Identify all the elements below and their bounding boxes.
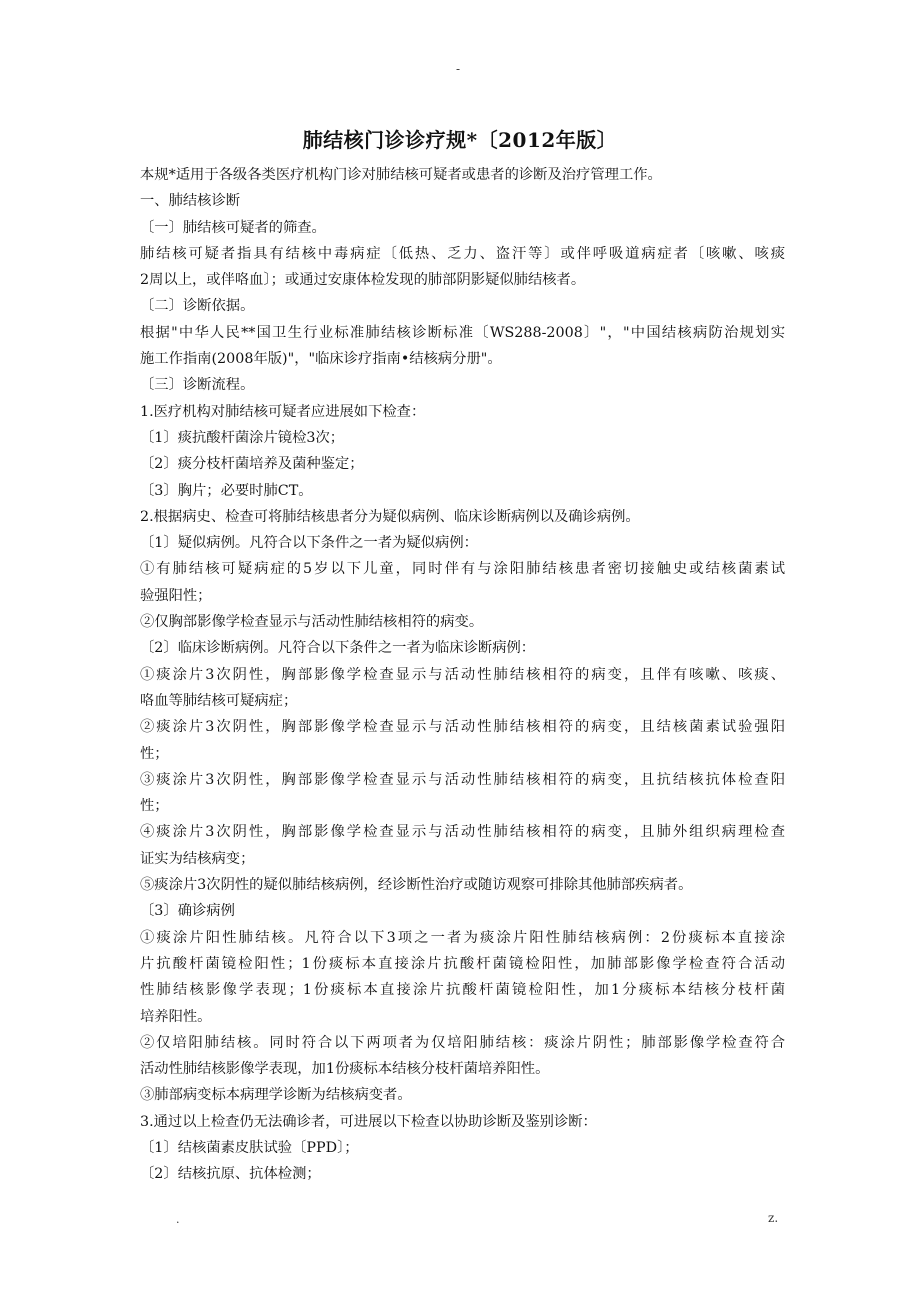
text-line: ③痰涂片3次阴性，胸部影像学检查显示与活动性肺结核相符的病变，且抗结核抗体检查阳 xyxy=(140,771,785,788)
text-line: ③肺部病变标本病理学诊断为结核病变者。 xyxy=(140,1087,412,1104)
text-line: 活动性肺结核影像学表现，加1份痰标本结核分枝杆菌培养阳性。 xyxy=(140,1061,550,1078)
document-body xyxy=(140,162,785,1188)
text-line: 性肺结核影像学表现；1份痰标本直接涂片抗酸杆菌镜检阳性，加1分痰标本结核分枝杆菌 xyxy=(140,982,785,999)
text-line: 1.医疗机构对肺结核可疑者应进展如下检查： xyxy=(140,403,426,420)
text-line: 片抗酸杆菌镜检阳性；1份痰标本直接涂片抗酸杆菌镜检阳性，加肺部影像学检查符合活动 xyxy=(140,955,785,972)
text-line: ①痰涂片3次阴性，胸部影像学检查显示与活动性肺结核相符的病变，且伴有咳嗽、咳痰、 xyxy=(140,666,785,683)
text-line: 〔1〕疑似病例。凡符合以下条件之一者为疑似病例： xyxy=(140,535,478,552)
text-line: 〔1〕结核菌素皮肤试验〔PPD〕； xyxy=(140,1139,359,1156)
text-line: 〔2〕临床诊断病例。凡符合以下条件之一者为临床诊断病例： xyxy=(140,640,536,657)
text-line: ②仅胸部影像学检查显示与活动性肺结核相符的病变。 xyxy=(140,614,484,631)
text-line: ②仅培阳肺结核。同时符合以下两项者为仅培阳肺结核：痰涂片阴性；肺部影像学检查符合 xyxy=(140,1034,785,1051)
text-line: 根据"中华人民**国卫生行业标准肺结核诊断标准〔WS288-2008〕"，"中国结核病防治规划实 xyxy=(140,324,785,341)
text-line: 验强阳性； xyxy=(140,587,212,604)
page-title: 肺结核门诊诊疗规*〔2012年版〕 xyxy=(302,128,618,152)
footer-right-mark: z. xyxy=(768,1211,779,1225)
text-line: 2周以上，或伴咯血〕；或通过安康体检发现的肺部阴影疑似肺结核者。 xyxy=(140,272,586,289)
text-line: 施工作指南(2008年版)"，"临床诊疗指南•结核病分册"。 xyxy=(140,351,502,368)
text-line: 〔二〕诊断依据。 xyxy=(140,298,255,315)
text-line: 性； xyxy=(140,798,169,815)
text-line: 本规*适用于各级各类医疗机构门诊对肺结核可疑者或患者的诊断及治疗管理工作。 xyxy=(140,167,662,183)
text-line: 〔2〕结核抗原、抗体检测； xyxy=(140,1166,321,1183)
text-line: ①痰涂片阳性肺结核。凡符合以下3项之一者为痰涂片阳性肺结核病例：2份痰标本直接涂 xyxy=(140,929,785,946)
text-line: 〔3〕确诊病例 xyxy=(140,903,235,920)
header-mark: - xyxy=(456,62,461,76)
text-line: 〔三〕诊断流程。 xyxy=(140,377,255,394)
text-line: 一、肺结核诊断 xyxy=(140,193,241,210)
text-line: ④痰涂片3次阴性，胸部影像学检查显示与活动性肺结核相符的病变，且肺外组织病理检查 xyxy=(140,824,785,841)
text-line: 〔一〕肺结核可疑者的筛查。 xyxy=(140,219,326,236)
text-line: 证实为结核病变； xyxy=(140,850,255,867)
text-line: 〔1〕痰抗酸杆菌涂片镜检3次； xyxy=(140,429,345,446)
text-line: ⑤痰涂片3次阴性的疑似肺结核病例，经诊断性治疗或随访观察可排除其他肺部疾病者。 xyxy=(140,877,693,894)
text-line: ②痰涂片3次阴性，胸部影像学检查显示与活动性肺结核相符的病变，且结核菌素试验强阳 xyxy=(140,719,785,736)
text-line: 咯血等肺结核可疑病症； xyxy=(140,692,298,709)
text-line: ①有肺结核可疑病症的5岁以下儿童，同时伴有与涂阳肺结核患者密切接触史或结核菌素试 xyxy=(140,561,785,578)
text-line: 3.通过以上检查仍无法确诊者，可进展以下检查以协助诊断及鉴别诊断： xyxy=(140,1113,597,1130)
text-line: 〔3〕胸片；必要时肺CT。 xyxy=(140,482,313,499)
text-line: 肺结核可疑者指具有结核中毒病症〔低热、乏力、盗汗等〕或伴呼吸道病症者〔咳嗽、咳痰 xyxy=(140,245,785,262)
text-line: 〔2〕痰分枝杆菌培养及菌种鉴定； xyxy=(140,456,364,473)
text-line: 培养阳性。 xyxy=(140,1008,212,1025)
text-line: 性； xyxy=(140,745,169,762)
text-line: 2.根据病史、检查可将肺结核患者分为疑似病例、临床诊断病例以及确诊病例。 xyxy=(140,508,640,525)
footer-left-mark: . xyxy=(176,1213,180,1226)
